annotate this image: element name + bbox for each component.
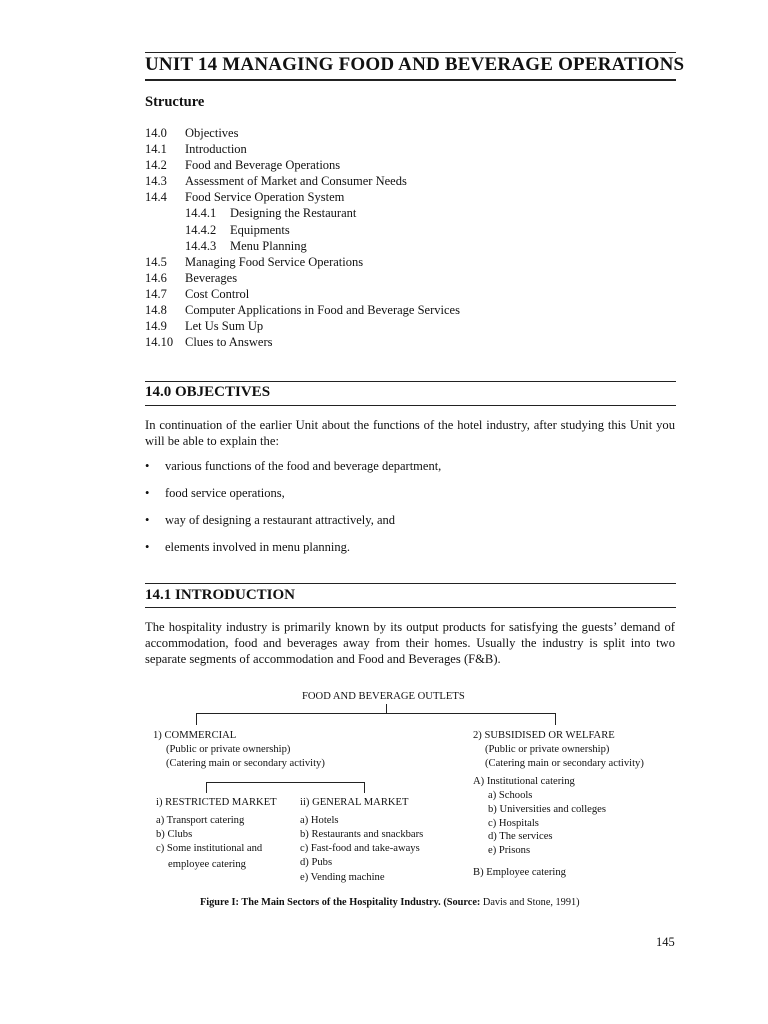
- table-of-contents: [145, 125, 460, 350]
- toc-item: [145, 318, 460, 334]
- toc-label: Menu Planning: [230, 238, 307, 253]
- toc-label: Assessment of Market and Consumer Needs: [185, 174, 407, 189]
- bullet-icon: •: [145, 459, 150, 473]
- list-item: b) Universities and colleges: [488, 804, 606, 815]
- toc-item: [145, 141, 460, 157]
- toc-number: 14.0: [145, 126, 167, 140]
- title-rule-top: [145, 52, 676, 53]
- objectives-heading: 14.0 OBJECTIVES: [145, 384, 271, 400]
- connector-commercial: [196, 713, 197, 725]
- connector-subsidised: [555, 713, 556, 725]
- introduction-heading: 14.1 INTRODUCTION: [145, 587, 296, 603]
- toc-number: 14.10: [145, 335, 174, 350]
- objectives-rule-bottom: [145, 405, 676, 406]
- introduction-rule-bottom: [145, 607, 676, 608]
- toc-item: [145, 270, 460, 286]
- toc-label: Equipments: [230, 222, 290, 237]
- list-item: b) Clubs: [156, 829, 193, 840]
- toc-label: Food Service Operation System: [185, 190, 345, 205]
- commercial-ownership: (Public or private ownership): [166, 744, 291, 755]
- connector-branch: [196, 713, 556, 714]
- list-item: a) Hotels: [300, 815, 339, 826]
- connector-general: [364, 782, 365, 793]
- toc-label: Computer Applications in Food and Beverage Services: [185, 303, 460, 318]
- toc-number: 14.8: [145, 303, 167, 318]
- list-item: d) The services: [488, 831, 553, 842]
- toc-item: [145, 173, 460, 189]
- figure-caption: Figure I: The Main Sectors of the Hospitality Industry. (Source: Davis and Stone, 1991): [200, 897, 580, 908]
- toc-label: Designing the Restaurant: [230, 206, 357, 221]
- toc-number: 14.5: [145, 254, 167, 269]
- toc-item: [145, 238, 460, 254]
- diagram-root-label: FOOD AND BEVERAGE OUTLETS: [302, 691, 465, 702]
- objectives-rule-top: [145, 381, 676, 382]
- connector-restricted: [206, 782, 207, 793]
- toc-item: [145, 157, 460, 173]
- list-item: e) Prisons: [488, 845, 531, 856]
- toc-item: [145, 254, 460, 270]
- list-item: c) Fast-food and take-aways: [300, 843, 420, 854]
- toc-label: Managing Food Service Operations: [185, 254, 364, 269]
- list-item: e) Vending machine: [300, 872, 385, 883]
- toc-number: 14.2: [145, 158, 167, 173]
- bullet-icon: •: [145, 486, 150, 500]
- toc-label: Beverages: [185, 270, 238, 285]
- toc-item: [145, 222, 460, 238]
- toc-item: [145, 334, 460, 350]
- connector-root: [386, 704, 387, 713]
- general-market-title: ii) GENERAL MARKET: [300, 797, 409, 808]
- toc-number: 14.9: [145, 319, 167, 334]
- subsidised-title: 2) SUBSIDISED OR WELFARE: [473, 730, 615, 741]
- list-item: employee catering: [168, 859, 246, 870]
- toc-number: 14.6: [145, 270, 167, 285]
- toc-label: Objectives: [185, 126, 239, 140]
- toc-number: 14.4: [145, 190, 167, 205]
- list-item: b) Restaurants and snackbars: [300, 829, 424, 840]
- structure-heading: Structure: [145, 94, 205, 110]
- list-item: d) Pubs: [300, 857, 333, 868]
- subsidised-ownership: (Public or private ownership): [485, 744, 610, 755]
- toc-label: Food and Beverage Operations: [185, 158, 341, 173]
- toc-number: 14.4.2: [185, 222, 217, 237]
- toc-item: [145, 286, 460, 302]
- bullet-icon: •: [145, 540, 150, 554]
- unit-title: UNIT 14 MANAGING FOOD AND BEVERAGE OPERATIONS: [145, 54, 685, 75]
- introduction-rule-top: [145, 583, 676, 584]
- toc-item: [145, 302, 460, 318]
- list-item: c) Hospitals: [488, 818, 539, 829]
- toc-number: 14.4.3: [185, 238, 217, 253]
- title-rule-bottom: [145, 79, 676, 81]
- objectives-intro: In continuation of the earlier Unit about the functions of the hotel industry, after studying this Unit you will be able to explain the:: [145, 418, 675, 448]
- toc-label: Let Us Sum Up: [185, 319, 264, 334]
- toc-number: 14.7: [145, 286, 167, 301]
- list-item: c) Some institutional and: [156, 843, 263, 854]
- toc-item: [145, 205, 460, 221]
- toc-item: [145, 125, 460, 141]
- toc-label: Clues to Answers: [185, 335, 273, 350]
- bullet-icon: •: [145, 513, 150, 527]
- toc-number: 14.4.1: [185, 206, 217, 221]
- connector-markets: [206, 782, 365, 783]
- institutional-catering-title: A) Institutional catering: [473, 776, 575, 787]
- toc-number: 14.1: [145, 142, 167, 157]
- employee-catering: B) Employee catering: [473, 867, 566, 878]
- introduction-paragraph: The hospitality industry is primarily known by its output products for satisfying the guests’ demand of accommodation, food and beverages away from their homes. Usually the industry is split into two separate segments of accommodation and Food and Beverages (F&B).: [145, 620, 675, 666]
- subsidised-activity: (Catering main or secondary activity): [485, 758, 644, 769]
- list-item: a) Transport catering: [156, 815, 245, 826]
- restricted-market-title: i) RESTRICTED MARKET: [156, 797, 277, 808]
- toc-label: Cost Control: [185, 286, 250, 301]
- toc-label: Introduction: [185, 142, 247, 157]
- toc-item: [145, 189, 460, 205]
- list-item: a) Schools: [488, 790, 533, 801]
- commercial-activity: (Catering main or secondary activity): [166, 758, 325, 769]
- toc-number: 14.3: [145, 174, 167, 189]
- commercial-title: 1) COMMERCIAL: [153, 730, 237, 741]
- page-number: 145: [656, 935, 675, 949]
